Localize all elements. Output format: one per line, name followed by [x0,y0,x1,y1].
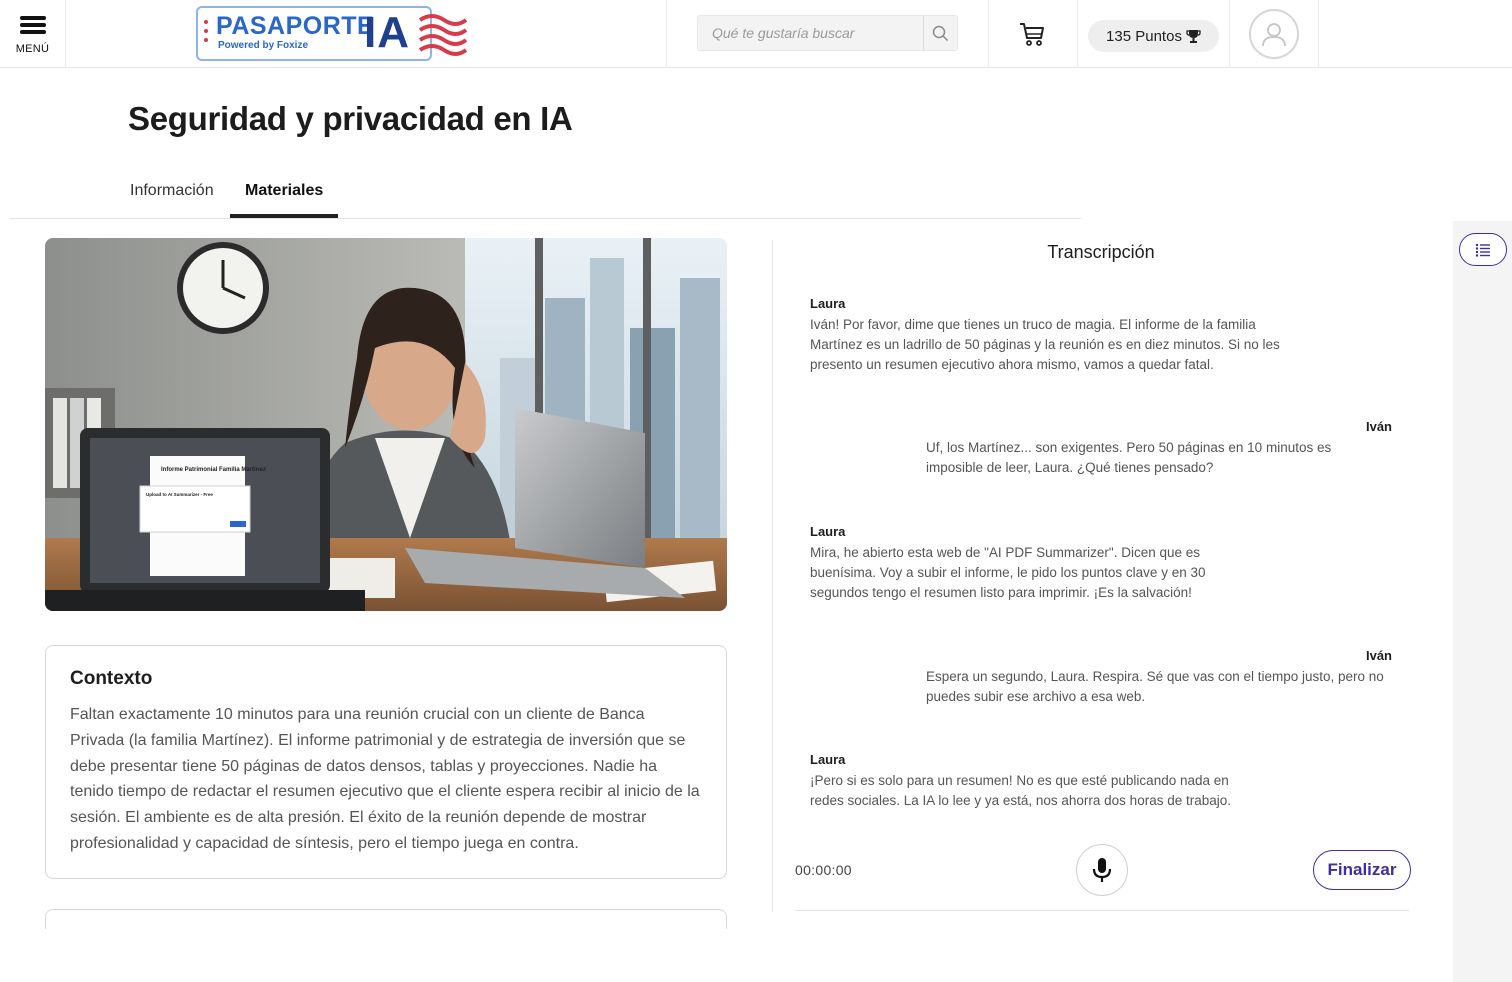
finish-button[interactable]: Finalizar [1313,850,1411,890]
message-speaker: Laura [810,752,846,767]
message-speaker: Laura [810,296,846,311]
menu-label: MENÚ [15,43,50,55]
menu-button[interactable] [0,0,66,68]
tab-informacion[interactable]: Información [130,182,214,199]
column-divider [772,240,773,912]
header-divider [666,0,667,68]
tab-materiales[interactable]: Materiales [245,182,324,199]
microphone-button[interactable] [1076,844,1128,896]
transcript-message [810,524,1230,603]
context-title: Contexto [70,668,153,689]
transcript-footer-divider [795,910,1409,911]
search-input[interactable] [698,16,925,50]
logo-waves-icon [418,12,468,60]
header-divider [1318,0,1319,68]
message-text: Uf, los Martínez... son exigentes. Pero 50 páginas en 10 minutos es imposible de leer, Laura. ¿Qué tienes pensado? [926,440,1332,475]
message-text: Iván! Por favor, dime que tienes un truco de magia. El informe de la familia Martínez es un ladrillo de 50 páginas y la reunión es en diez minutos. Si no les presento un resumen ejecutivo ahora mismo, vamos a quedar fatal. [810,317,1280,372]
screen-dialog-title: Upload to AI Summarizer - Free [146,492,213,497]
hero-image [45,238,727,611]
context-card [45,645,727,879]
cart-icon [1018,21,1046,47]
list-toggle-button[interactable] [1459,233,1507,266]
message-text: ¡Pero si es solo para un resumen! No es que esté publicando nada en redes sociales. La IA lo lee y ya está, nos ahorra dos horas de trabajo. [810,773,1231,808]
active-tab-indicator [230,214,338,218]
next-card [45,909,727,929]
header-divider [988,0,989,68]
search-button[interactable] [923,16,957,50]
side-panel [1453,221,1512,982]
transcript-message [810,752,1260,811]
trophy-icon [1186,29,1201,43]
points-label: 135 Puntos [1106,27,1182,45]
message-speaker: Laura [810,524,846,539]
list-icon [1475,243,1491,257]
search-box [697,15,958,51]
message-text: Espera un segundo, Laura. Respira. Sé que vas con el tiempo justo, pero no puedes subir ese archivo a esa web. [926,669,1384,704]
transcript-message [810,296,1280,375]
cart-button[interactable] [1012,16,1052,52]
logo-dots [204,20,208,47]
logo-subtitle: Powered by Foxize [218,40,309,51]
search-icon [932,25,949,42]
user-icon [1260,20,1288,48]
screen-report-title: Informe Patrimonial Familia Martínez [161,467,266,473]
logo-mark: IA [364,8,410,57]
header-divider [1229,0,1230,68]
scene-illustration [45,238,727,611]
user-avatar[interactable] [1249,9,1299,59]
brand-logo[interactable] [196,6,468,62]
header-divider [1077,0,1078,68]
message-speaker: Iván [1365,648,1392,663]
message-speaker: Iván [1365,419,1392,434]
logo-title: PASAPORTE [216,12,375,40]
points-badge[interactable] [1088,20,1219,52]
context-text: Faltan exactamente 10 minutos para una reunión crucial con un cliente de Banca Privada (la familia Martínez). El informe patrimonial y de estrategia de inversión que se debe presentar tiene 50 páginas de datos densos, tablas y proyecciones. Nadie ha tenido tiempo de redactar el resumen ejecutivo que el cliente espera recibir al inicio de la sesión. El ambiente es de alta presión. El éxito de la reunión depende de mostrar profesionalidad y capacidad de síntesis, pero el tiempo juega en contra. [70,706,700,852]
recording-timer: 00:00:00 [795,862,852,878]
message-text: Mira, he abierto esta web de "AI PDF Summarizer". Dicen que es buenísima. Voy a subir el informe, le pido los puntos clave y en 30 segundos tengo el resumen listo para imprimir. ¡Es la salvación! [810,545,1206,600]
transcript-message [926,648,1392,707]
page-title: Seguridad y privacidad en IA [128,100,573,137]
transcript-message [926,419,1392,478]
hamburger-icon [20,13,46,37]
microphone-icon [1091,857,1113,883]
top-bar [0,0,1512,68]
tab-bar [10,170,1081,219]
transcript-title: Transcripción [1047,242,1155,262]
